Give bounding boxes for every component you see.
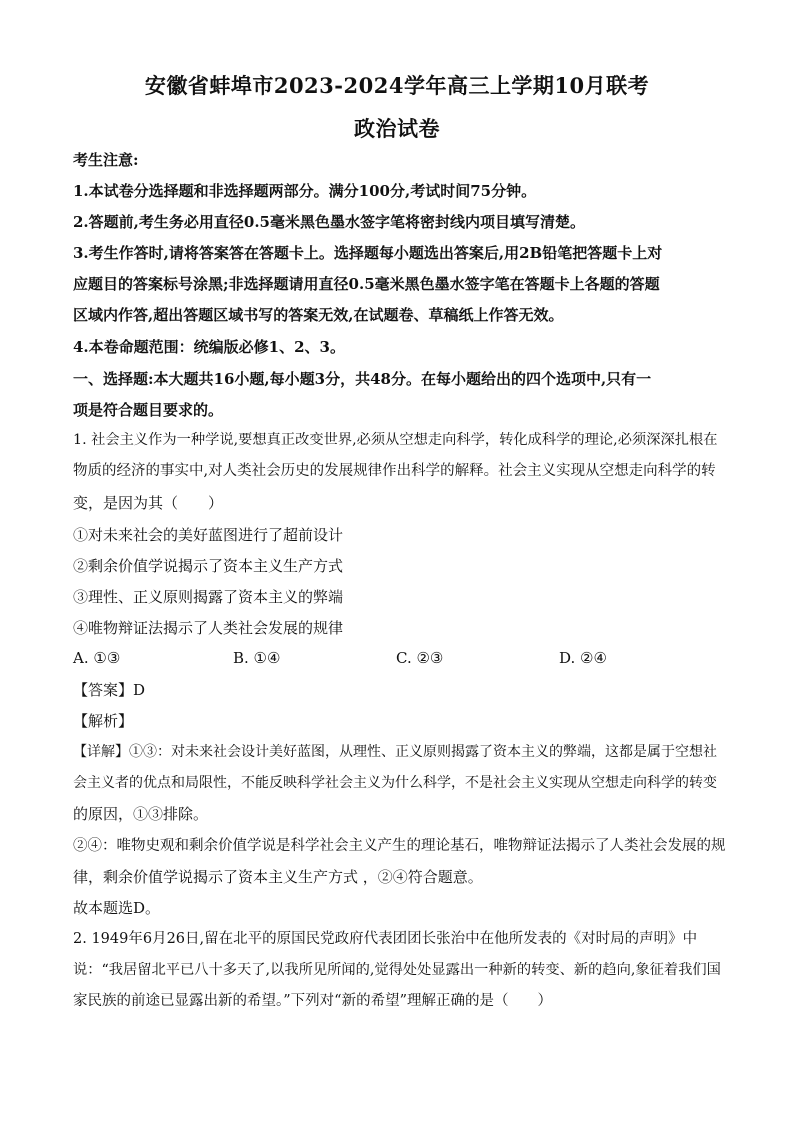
statement: ②剩余价值学说揭示了资本主义生产方式 <box>73 557 344 575</box>
notice-heading: 考生注意: <box>73 151 139 169</box>
statement: ③理性、正义原则揭露了资本主义的弊端 <box>73 588 344 606</box>
analysis-detail: 故本题选D。 <box>73 899 161 917</box>
answer: 【答案】D <box>73 681 146 699</box>
notice-item: 3.考生作答时,请将答案答在答题卡上。选择题每小题选出答案后,用2B铅笔把答题卡上对 <box>73 244 663 262</box>
question-2-stem: 2. 1949年6月26日,留在北平的原国民党政府代表团团长张治中在他所发表的《对时局的声明》中 <box>73 931 698 947</box>
analysis-detail: 的原因，①③排除。 <box>73 805 209 823</box>
notice-item: 2.答题前,考生务必用直径0.5毫米黑色墨水签字笔将密封线内项目填写清楚。 <box>73 213 585 231</box>
section-heading: 项是符合题目要求的。 <box>73 401 224 419</box>
notice-item: 1.本试卷分选择题和非选择题两部分。满分100分,考试时间75分钟。 <box>73 182 537 200</box>
document-title: 安徽省蚌埠市2023-2024学年高三上学期10月联考 <box>144 73 650 98</box>
question-1-stem: 变，是因为其（ ） <box>73 494 224 512</box>
notice-item: 4.本卷命题范围：统编版必修1、2、3。 <box>73 338 345 356</box>
statement: ④唯物辩证法揭示了人类社会发展的规律 <box>73 619 344 637</box>
notice-item: 应题目的答案标号涂黑;非选择题请用直径0.5毫米黑色墨水签字笔在答题卡上各题的答题 <box>73 275 660 293</box>
section-heading: 一、选择题:本大题共16小题,每小题3分，共48分。在每小题给出的四个选项中,只有一 <box>73 370 652 388</box>
option-c: C. ②③ <box>396 649 444 667</box>
analysis-detail: 【详解】①③：对未来社会设计美好蓝图，从理性、正义原则揭露了资本主义的弊端，这都是属于空想社 <box>73 744 717 760</box>
question-1-stem: 物质的经济的事实中,对人类社会历史的发展规律作出科学的解释。社会主义实现从空想走向科学的转 <box>73 463 716 479</box>
question-2-stem: 家民族的前途已显露出新的希望。”下列对“新的希望”理解正确的是（ ） <box>73 993 552 1009</box>
option-b: B. ①④ <box>233 649 281 667</box>
question-2-stem: 说：“我居留北平已八十多天了,以我所见所闻的,觉得处处显露出一种新的转变、新的趋向,象征着我们国 <box>73 962 721 978</box>
statement: ①对未来社会的美好蓝图进行了超前设计 <box>73 526 344 544</box>
notice-item: 区域内作答,超出答题区域书写的答案无效,在试题卷、草稿纸上作答无效。 <box>73 306 564 324</box>
analysis-label: 【解析】 <box>73 712 134 730</box>
option-d: D. ②④ <box>559 649 607 667</box>
option-a: A. ①③ <box>73 649 121 667</box>
analysis-detail: 律，剩余价值学说揭示了资本主义生产方式 ，②④符合题意。 <box>73 868 483 886</box>
question-1-stem: 1. 社会主义作为一种学说,要想真正改变世界,必须从空想走向科学，转化成科学的理论,必须深深扎根在 <box>73 432 718 448</box>
analysis-detail: ②④：唯物史观和剩余价值学说是科学社会主义产生的理论基石，唯物辩证法揭示了人类社会发展的规 <box>73 838 726 854</box>
document-subtitle: 政治试卷 <box>354 116 440 141</box>
analysis-detail: 会主义者的优点和局限性，不能反映科学社会主义为什么科学，不是社会主义实现从空想走向科学的转变 <box>73 775 717 791</box>
